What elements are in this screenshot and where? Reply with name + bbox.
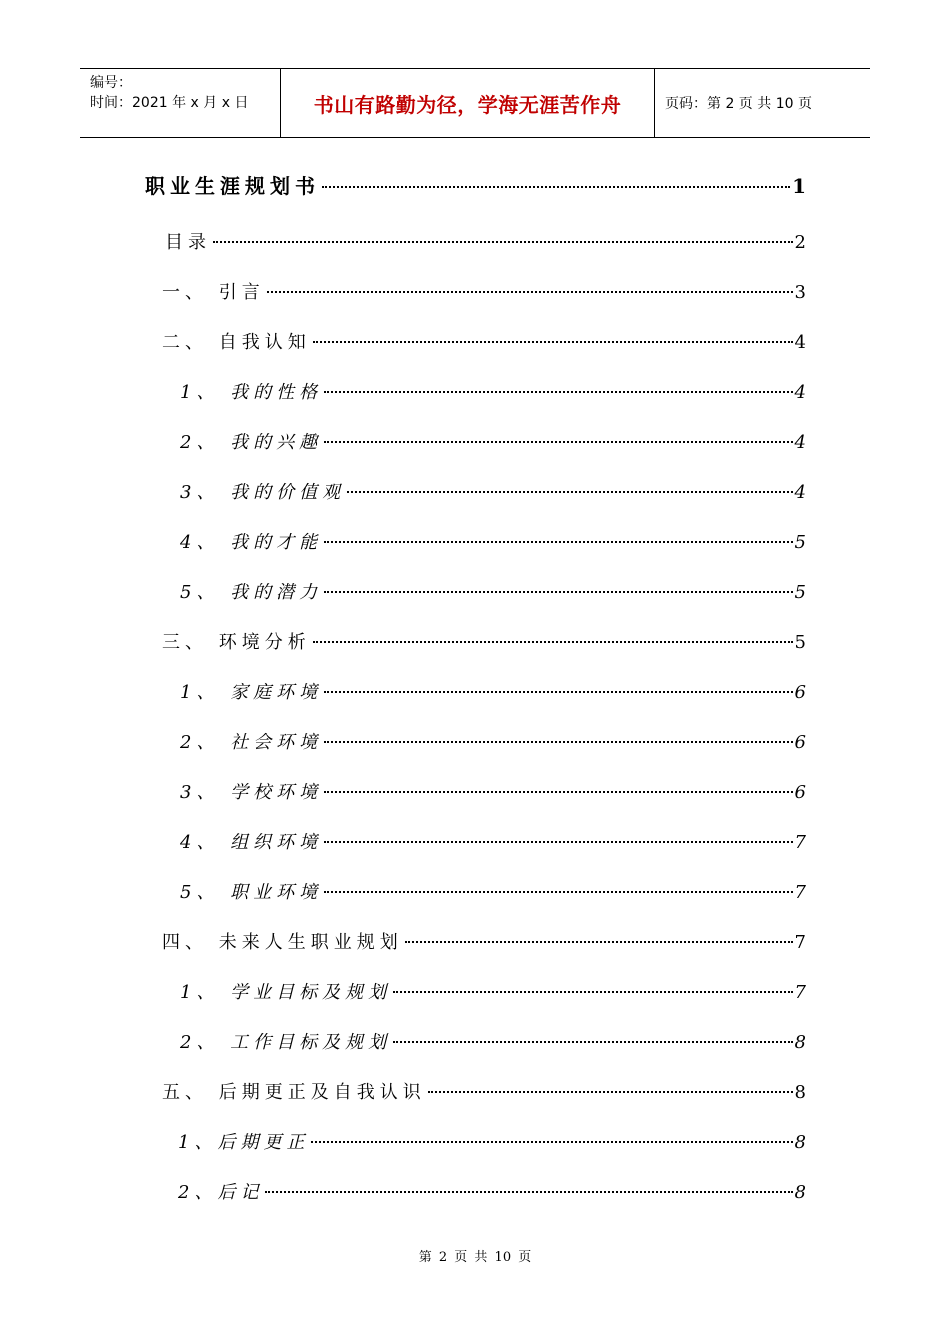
toc-leader-dots (405, 940, 793, 943)
toc-entry-page: 4 (794, 382, 806, 403)
toc-entry-title: 4、 我的才能 (180, 532, 323, 553)
toc-entry[interactable] (178, 1178, 806, 1208)
toc-entry-page: 7 (794, 832, 806, 853)
toc-entry[interactable] (180, 528, 806, 558)
time-label: 时间：2021 年 x 月 x 日 (90, 95, 249, 111)
toc-entry[interactable] (162, 328, 806, 358)
toc-entry-page: 5 (794, 632, 806, 653)
toc-leader-dots (324, 890, 792, 893)
toc-leader-dots (213, 240, 793, 243)
toc-entry[interactable] (162, 278, 806, 308)
toc-entry[interactable] (145, 170, 806, 200)
toc-entry[interactable] (180, 778, 806, 808)
toc-entry-title: 5、 我的潜力 (180, 582, 323, 603)
page-header (80, 68, 870, 138)
header-meta (80, 69, 281, 137)
header-motto: 书山有路勤为径，学海无涯苦作舟 (281, 69, 655, 137)
header-page-info: 页码：第 2 页 共 10 页 (665, 96, 812, 112)
toc-entry-page: 7 (794, 932, 806, 953)
toc-leader-dots (267, 290, 793, 293)
toc-entry[interactable] (162, 1078, 806, 1108)
toc-entry-page: 7 (794, 982, 806, 1003)
toc-entry-page: 5 (794, 582, 806, 603)
toc-entry-title: 职业生涯规划书 (145, 174, 320, 198)
toc-entry-title: 1、 学业目标及规划 (180, 982, 392, 1003)
toc-entry-title: 1、后期更正 (178, 1132, 310, 1153)
toc-leader-dots (322, 185, 790, 188)
toc-entry-page: 8 (794, 1082, 806, 1103)
toc-entry-title: 5、 职业环境 (180, 882, 323, 903)
toc-entry[interactable] (180, 1028, 806, 1058)
toc-entry-page: 4 (794, 332, 806, 353)
toc-entry-page: 3 (794, 282, 806, 303)
toc-leader-dots (428, 1090, 793, 1093)
toc-leader-dots (324, 540, 792, 543)
toc-leader-dots (265, 1190, 792, 1193)
toc-entry-page: 8 (794, 1032, 806, 1053)
toc-entry-title: 2、 工作目标及规划 (180, 1032, 392, 1053)
toc-entry[interactable] (180, 428, 806, 458)
toc-entry-page: 4 (794, 432, 806, 453)
toc-entry-page: 8 (794, 1182, 806, 1203)
toc-entry[interactable] (180, 978, 806, 1008)
toc-leader-dots (324, 590, 792, 593)
toc-leader-dots (393, 1040, 792, 1043)
toc-entry-page: 8 (794, 1132, 806, 1153)
toc-entry-page: 1 (792, 174, 806, 198)
toc-leader-dots (324, 740, 792, 743)
toc-entry-title: 二、 自我认知 (162, 332, 311, 353)
toc-entry[interactable] (180, 678, 806, 708)
toc-entry-page: 7 (794, 882, 806, 903)
toc-entry[interactable] (180, 478, 806, 508)
toc-entry-title: 4、 组织环境 (180, 832, 323, 853)
toc-entry-title: 1、 我的性格 (180, 382, 323, 403)
toc-leader-dots (324, 440, 792, 443)
toc-entry-page: 4 (794, 482, 806, 503)
toc-entry-page: 6 (794, 782, 806, 803)
toc-entry[interactable] (180, 378, 806, 408)
toc-entry-title: 三、 环境分析 (162, 632, 311, 653)
toc-entry[interactable] (162, 628, 806, 658)
toc-entry[interactable] (162, 928, 806, 958)
toc-entry-title: 目录 (165, 232, 211, 253)
toc-entry-title: 1、 家庭环境 (180, 682, 323, 703)
toc-entry-title: 2、后记 (178, 1182, 264, 1203)
toc-entry-page: 6 (794, 682, 806, 703)
toc-entry[interactable] (180, 578, 806, 608)
toc-leader-dots (324, 690, 792, 693)
toc-leader-dots (324, 840, 792, 843)
toc-entry[interactable] (178, 1128, 806, 1158)
toc-entry-page: 6 (794, 732, 806, 753)
toc-entry[interactable] (180, 728, 806, 758)
number-label: 编号： (90, 75, 132, 91)
toc-entry-title: 四、 未来人生职业规划 (162, 932, 403, 953)
toc-leader-dots (324, 390, 792, 393)
toc-entry[interactable] (165, 228, 806, 258)
toc-entry[interactable] (180, 878, 806, 908)
toc-entry-title: 2、 社会环境 (180, 732, 323, 753)
toc-entry-title: 3、 我的价值观 (180, 482, 346, 503)
toc-leader-dots (313, 340, 793, 343)
toc-leader-dots (393, 990, 792, 993)
toc-entry-title: 一、 引言 (162, 282, 265, 303)
toc-entry-title: 五、 后期更正及自我认识 (162, 1082, 426, 1103)
toc-leader-dots (313, 640, 793, 643)
toc-entry-page: 5 (794, 532, 806, 553)
toc-entry-title: 3、 学校环境 (180, 782, 323, 803)
toc-leader-dots (311, 1140, 792, 1143)
page-footer: 第 2 页 共 10 页 (418, 1250, 532, 1265)
toc-leader-dots (347, 490, 792, 493)
toc-entry-page: 2 (794, 232, 806, 253)
toc-leader-dots (324, 790, 792, 793)
toc-entry-title: 2、 我的兴趣 (180, 432, 323, 453)
toc-entry[interactable] (180, 828, 806, 858)
